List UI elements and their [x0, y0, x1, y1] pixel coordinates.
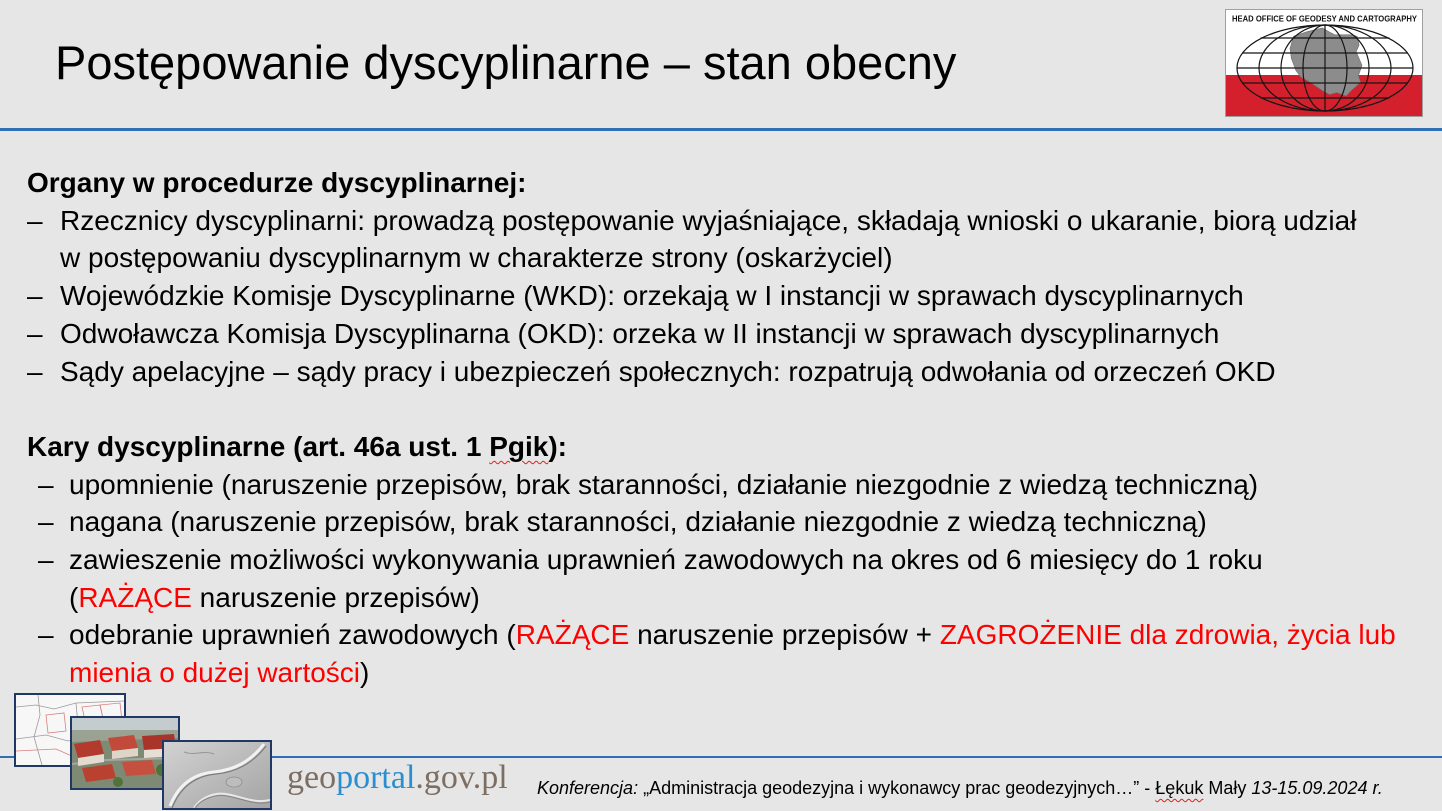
- dash-bullet: –: [38, 468, 54, 500]
- penalty-item-text-line-2: [69, 654, 1396, 692]
- globe-grid-icon: [1237, 25, 1413, 111]
- dash-bullet: –: [27, 280, 43, 312]
- organ-item-okd: [27, 315, 1396, 353]
- conference-name: „Administracja geodezyjna i wykonawcy prac geodezyjnych…” -: [638, 778, 1156, 798]
- organ-item-text: Odwoławcza Komisja Dyscyplinarna (OKD): orzeka w II instancji w sprawach dyscyplinarnych: [60, 317, 1220, 349]
- conference-date: 13-15.09.2024 r.: [1251, 778, 1383, 798]
- penalties-heading-text: Kary dyscyplinarne (art. 46a ust. 1: [27, 430, 490, 462]
- emphasis-gross-violation: RAŻĄCE: [515, 619, 630, 651]
- conference-place-spellcheck-word: Łękuk: [1155, 778, 1204, 798]
- penalty-item-suspension: [27, 541, 1396, 616]
- dash-bullet: –: [38, 619, 54, 651]
- organ-item-disciplinary-spokesmen: [27, 202, 1396, 277]
- text-segment: naruszenie przepisów +: [629, 619, 940, 651]
- penalty-item-text: nagana (naruszenie przepisów, brak staranności, działanie niezgodnie z wiedzą techniczną): [69, 506, 1207, 538]
- penalties-heading-spellcheck-word: Pgik: [489, 430, 549, 462]
- gugik-logo: [1225, 9, 1423, 117]
- terrain-relief-thumbnail: [162, 740, 272, 810]
- organs-heading: Organy w procedurze dyscyplinarnej:: [27, 167, 527, 198]
- dash-bullet: –: [38, 544, 54, 576]
- conference-footer: [537, 777, 1383, 799]
- geoportal-logo-portal: portal: [336, 759, 416, 796]
- penalties-heading-end: ):: [548, 430, 568, 462]
- emphasis-gross-violation: RAŻĄCE: [78, 581, 192, 613]
- penalty-item-text-line-2: [69, 579, 1396, 617]
- organ-item-appeal-courts: [27, 353, 1396, 391]
- penalty-item-reprimand: [27, 466, 1396, 504]
- penalty-item-revocation: [27, 616, 1396, 691]
- dash-bullet: –: [38, 506, 54, 538]
- gugik-logo-graphic: [1225, 9, 1423, 117]
- penalty-item-text: upomnienie (naruszenie przepisów, brak staranności, działanie niezgodnie z wiedzą techniczną): [69, 468, 1259, 500]
- header-divider: [0, 128, 1442, 131]
- penalty-item-censure: [27, 503, 1396, 541]
- section-gap: [27, 390, 1396, 428]
- emphasis-threat: ZAGROŻENIE dla zdrowia, życia lub: [939, 619, 1396, 651]
- organ-item-text: Sądy apelacyjne – sądy pracy i ubezpieczeń społecznych: rozpatrują odwołania od orzeczeń OKD: [60, 355, 1276, 387]
- penalties-heading: [27, 428, 1396, 466]
- text-segment: naruszenie przepisów): [191, 581, 480, 613]
- text-segment: (: [69, 581, 79, 613]
- geoportal-logo: [287, 759, 508, 797]
- penalty-item-text-line-1: [69, 616, 1396, 654]
- slide-title: Postępowanie dyscyplinarne – stan obecny: [55, 36, 957, 89]
- organ-item-text: Wojewódzkie Komisje Dyscyplinarne (WKD): orzekają w I instancji w sprawach dyscyplinarnych: [60, 280, 1244, 312]
- conference-place-rest: Mały: [1203, 778, 1252, 798]
- organ-item-text-line-1: Rzecznicy dyscyplinarni: prowadzą postępowanie wyjaśniające, składają wnioski o ukaranie, biorą udział: [60, 204, 1357, 236]
- organ-item-text-line-2: w postępowaniu dyscyplinarnym w charakterze strony (oskarżyciel): [60, 242, 893, 274]
- text-segment: ): [360, 657, 370, 689]
- conference-label: Konferencja:: [537, 778, 639, 798]
- organ-item-wkd: [27, 277, 1396, 315]
- geoportal-logo-domain: .gov.pl: [415, 759, 508, 796]
- geoportal-logo-geo: geo: [287, 759, 337, 796]
- logo-caption: HEAD OFFICE OF GEODESY AND CARTOGRAPHY: [1232, 13, 1418, 24]
- text-segment: odebranie uprawnień zawodowych (: [69, 619, 516, 651]
- penalty-item-text-line-1: zawieszenie możliwości wykonywania uprawnień zawodowych na okres od 6 miesięcy do 1 roku: [69, 544, 1263, 576]
- dash-bullet: –: [27, 355, 43, 387]
- dash-bullet: –: [27, 204, 43, 236]
- dash-bullet: –: [27, 317, 43, 349]
- emphasis-threat-continued: mienia o dużej wartości: [69, 657, 361, 689]
- slide-body: [27, 164, 1396, 692]
